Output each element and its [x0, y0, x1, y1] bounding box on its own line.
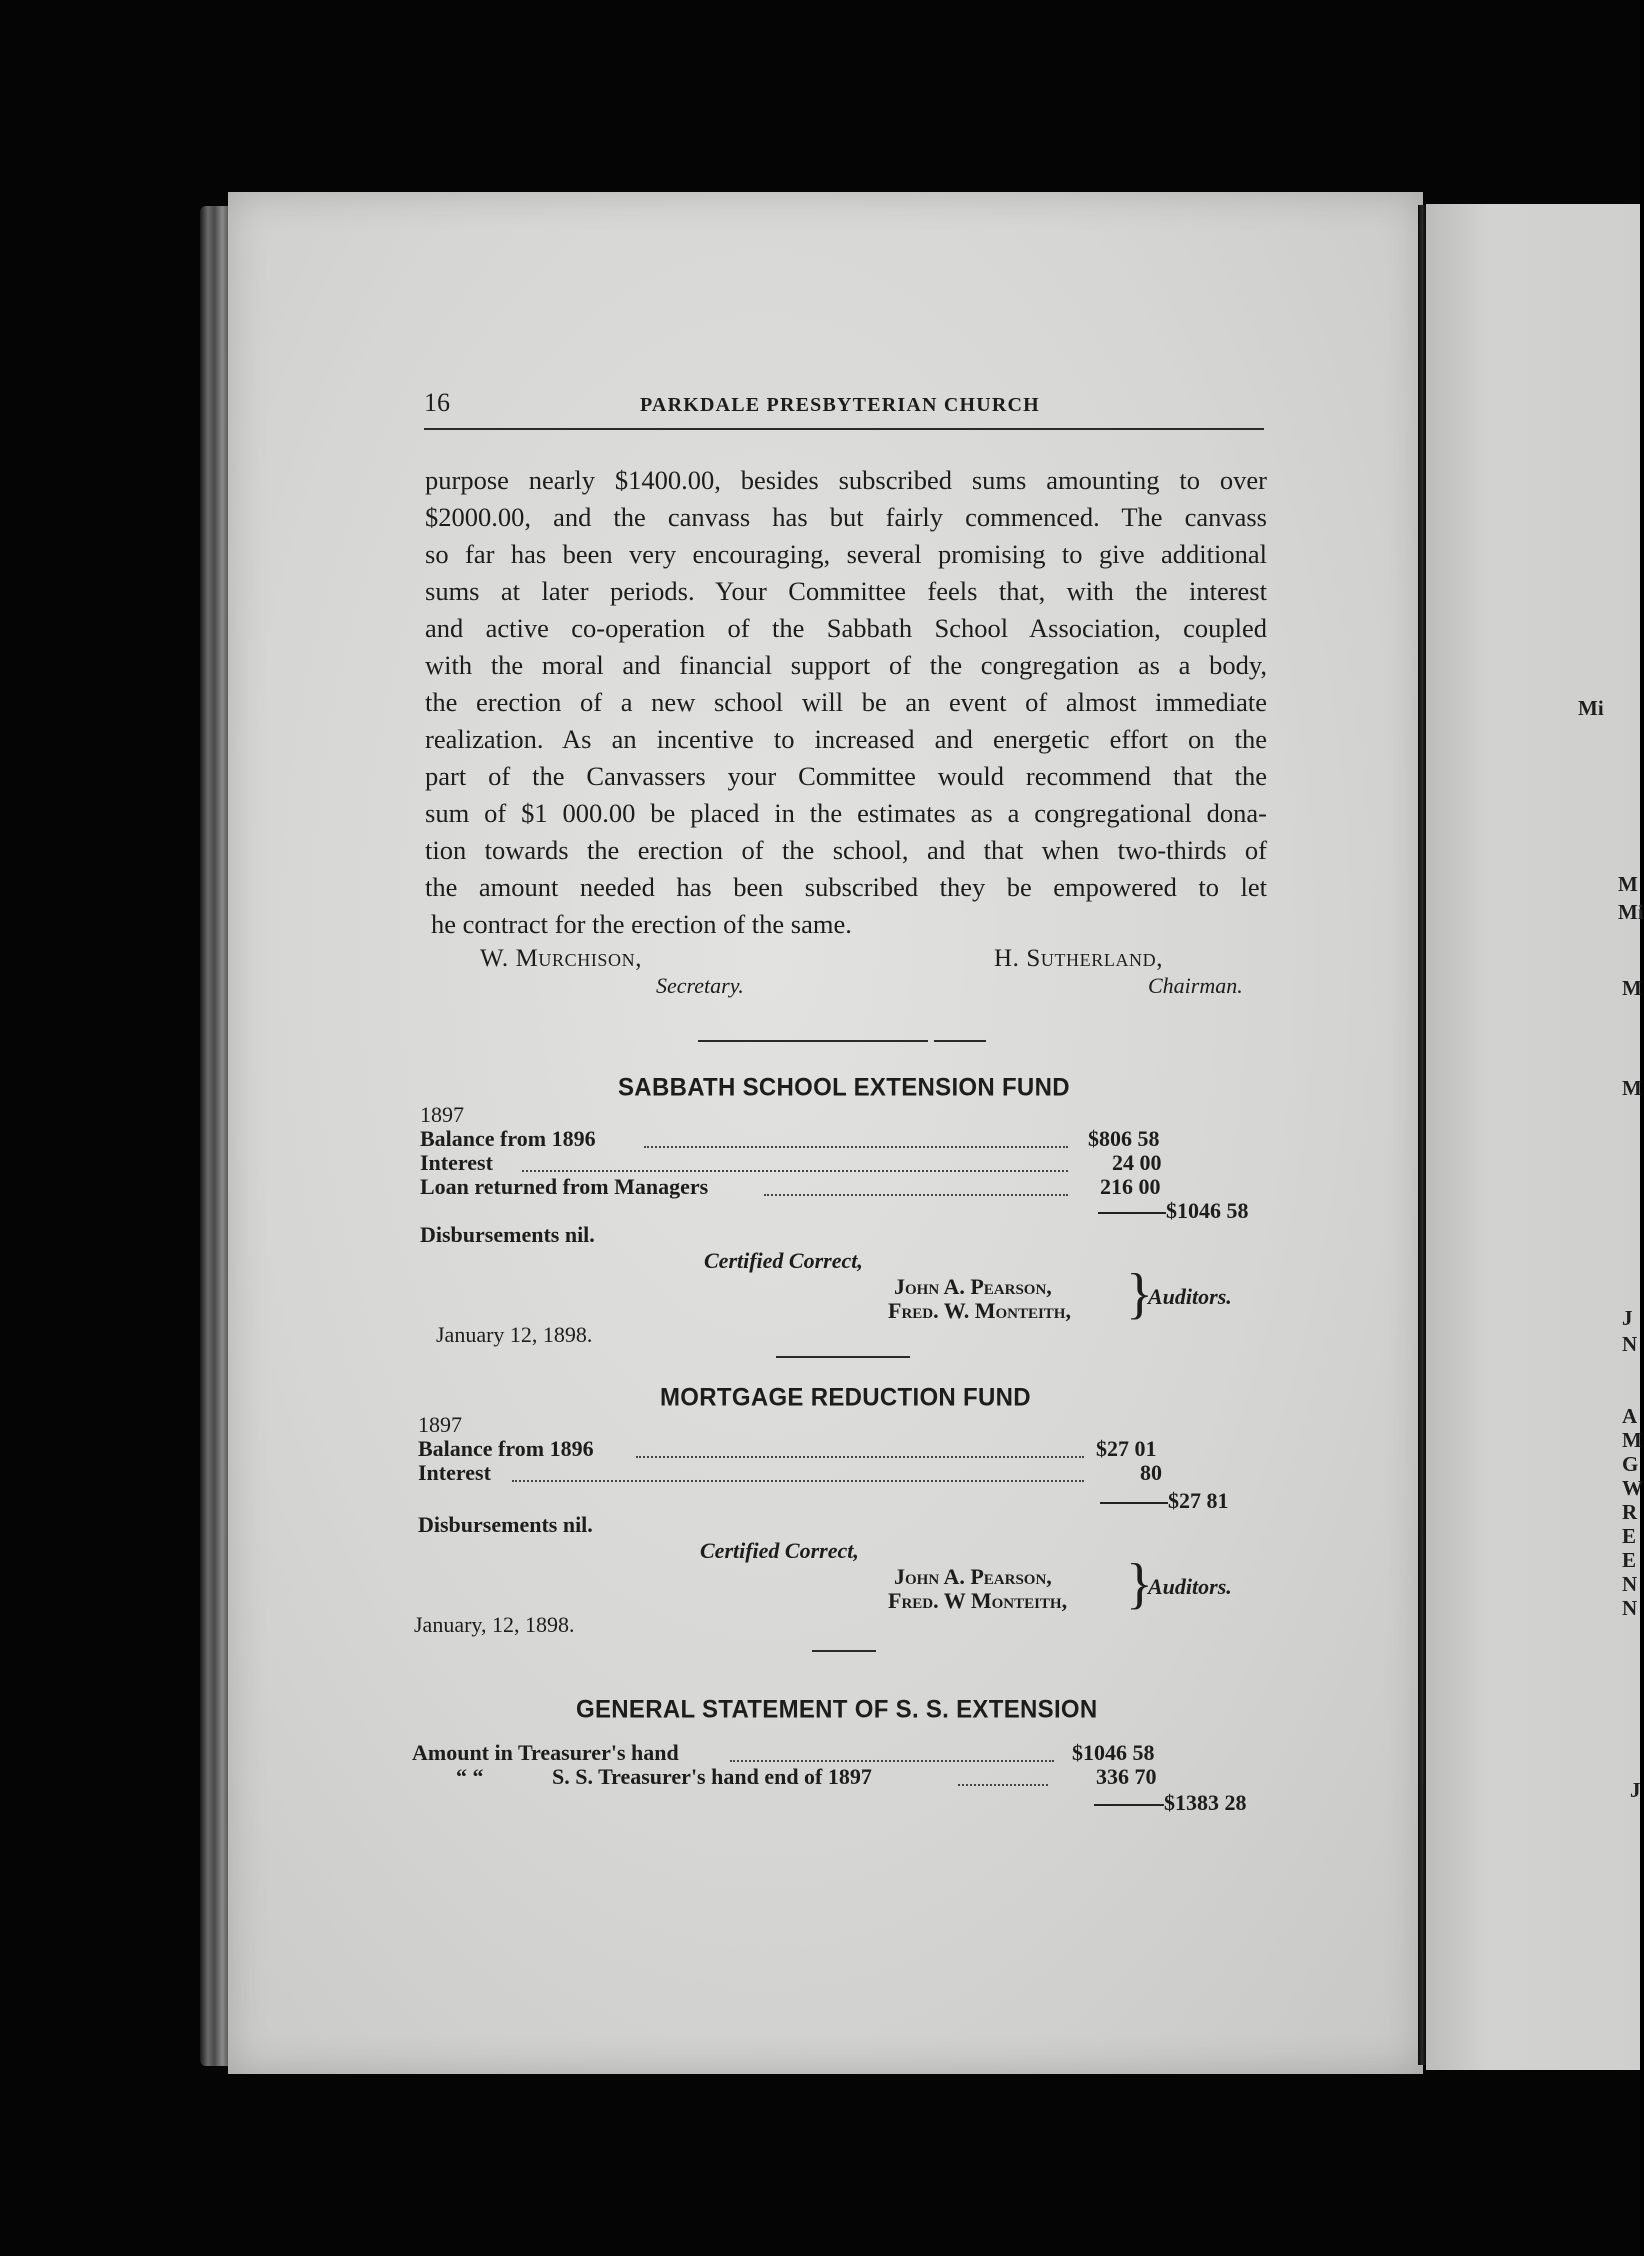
section-divider — [812, 1650, 876, 1652]
ledger-total: $27 81 — [1168, 1488, 1229, 1513]
mortgage-fund-year: 1897 — [418, 1412, 462, 1437]
disbursements-note: Disbursements nil. — [420, 1222, 595, 1247]
facing-page-fragment: G — [1622, 1452, 1639, 1476]
dot-leader — [522, 1170, 1068, 1172]
ledger-label: Interest — [418, 1460, 491, 1485]
report-line: purpose nearly $1400.00, besides subscribed sums amounting to over — [425, 465, 1267, 495]
report-line: and active co-operation of the Sabbath School Association, coupled — [425, 613, 1267, 643]
dot-leader — [764, 1194, 1068, 1196]
report-line: tion towards the erection of the school, and that when two-thirds of — [425, 835, 1267, 865]
dot-leader — [512, 1480, 1084, 1482]
dot-leader — [636, 1456, 1084, 1458]
report-line: sum of $1 000.00 be placed in the estimates as a congregational dona- — [425, 798, 1267, 828]
book-gutter — [1418, 205, 1426, 2065]
ledger-total: $1383 28 — [1164, 1790, 1247, 1815]
sabbath-fund-year: 1897 — [420, 1102, 464, 1127]
auditors-label: Auditors. — [1148, 1574, 1232, 1599]
facing-page-fragment: M — [1618, 872, 1638, 896]
facing-page-fragment: N — [1622, 1332, 1638, 1356]
dot-leader — [730, 1760, 1054, 1762]
facing-page-fragment: N — [1622, 1572, 1638, 1596]
report-line: with the moral and financial support of the congregation as a body, — [425, 650, 1267, 680]
ledger-label: Interest — [420, 1150, 493, 1175]
report-line: the erection of a new school will be an event of almost immediate — [425, 687, 1267, 717]
facing-page-fragment: W — [1622, 1476, 1643, 1500]
ledger-amount: 216 00 — [1100, 1174, 1161, 1199]
facing-page-fragment: M — [1622, 976, 1642, 1000]
signatory-secretary-role: Secretary. — [656, 973, 744, 998]
signatory-secretary-name: W. Murchison, — [480, 945, 643, 972]
report-line: $2000.00, and the canvass has but fairly commenced. The canvass — [425, 502, 1267, 532]
dot-leader — [958, 1784, 1048, 1786]
total-rule — [1094, 1804, 1164, 1806]
facing-page-fragment: N — [1622, 1596, 1638, 1620]
ledger-amount: $27 01 — [1096, 1436, 1157, 1461]
facing-page-fragment: J — [1622, 1306, 1633, 1330]
header-rule — [424, 428, 1264, 430]
ledger-amount: $1046 58 — [1072, 1740, 1155, 1765]
facing-page-fragment: Mi — [1618, 900, 1644, 924]
ledger-label: S. S. Treasurer's hand end of 1897 — [552, 1764, 872, 1789]
report-line: realization. As an incentive to increased and energetic effort on the — [425, 724, 1267, 754]
facing-page-fragment: Mi — [1578, 696, 1604, 720]
section-divider — [934, 1040, 986, 1042]
brace-glyph: } — [1126, 1553, 1153, 1615]
facing-page-fragment: E — [1622, 1548, 1637, 1572]
disbursements-note: Disbursements nil. — [418, 1512, 593, 1537]
ledger-label: Amount in Treasurer's hand — [412, 1740, 679, 1765]
ditto-marks: “ “ — [456, 1764, 484, 1789]
auditors-label: Auditors. — [1148, 1284, 1232, 1309]
ledger-label: Balance from 1896 — [418, 1436, 594, 1461]
auditor-name: John A. Pearson, — [894, 1274, 1052, 1299]
facing-page-fragment: J — [1630, 1778, 1641, 1802]
signatory-chairman-name: H. Sutherland, — [994, 945, 1164, 972]
facing-page-fragment: R — [1622, 1500, 1638, 1524]
report-line: the amount needed has been subscribed they be empowered to let — [425, 872, 1267, 902]
report-line: he contract for the erection of the same. — [431, 909, 852, 939]
ledger-amount: 336 70 — [1096, 1764, 1157, 1789]
dot-leader — [644, 1146, 1068, 1148]
ledger-amount: 80 — [1140, 1460, 1162, 1485]
facing-page-fragment: M — [1622, 1076, 1642, 1100]
facing-page-fragment: A — [1622, 1404, 1638, 1428]
page-number: 16 — [424, 388, 450, 417]
auditor-name: Fred. W Monteith, — [888, 1588, 1068, 1613]
auditor-name: John A. Pearson, — [894, 1564, 1052, 1589]
facing-page-fragment: E — [1622, 1524, 1637, 1548]
report-date: January 12, 1898. — [436, 1322, 593, 1347]
ledger-label: Loan returned from Managers — [420, 1174, 709, 1199]
facing-page — [1426, 204, 1644, 2070]
section-divider — [698, 1040, 928, 1042]
report-line: so far has been very encouraging, several promising to give additional — [425, 539, 1267, 569]
total-rule — [1100, 1502, 1168, 1504]
ledger-amount: 24 00 — [1112, 1150, 1162, 1175]
facing-page-fragment: M — [1622, 1428, 1642, 1452]
certified-note: Certified Correct, — [700, 1538, 859, 1563]
brace-glyph: } — [1126, 1263, 1153, 1325]
certified-note: Certified Correct, — [704, 1248, 863, 1273]
mortgage-fund-heading: MORTGAGE REDUCTION FUND — [660, 1383, 1031, 1412]
ledger-amount: $806 58 — [1088, 1126, 1160, 1151]
signatory-chairman-role: Chairman. — [1148, 973, 1243, 998]
report-date: January, 12, 1898. — [414, 1612, 575, 1637]
auditor-name: Fred. W. Monteith, — [888, 1298, 1071, 1323]
ledger-label: Balance from 1896 — [420, 1126, 596, 1151]
running-title: PARKDALE PRESBYTERIAN CHURCH — [640, 394, 1040, 416]
sabbath-fund-heading: SABBATH SCHOOL EXTENSION FUND — [618, 1073, 1070, 1102]
ledger-total: $1046 58 — [1166, 1198, 1249, 1223]
section-divider — [776, 1356, 910, 1358]
total-rule — [1098, 1212, 1166, 1214]
general-statement-heading: GENERAL STATEMENT OF S. S. EXTENSION — [576, 1695, 1098, 1724]
report-line: part of the Canvassers your Committee would recommend that the — [425, 761, 1267, 791]
report-line: sums at later periods. Your Committee feels that, with the interest — [425, 576, 1267, 606]
